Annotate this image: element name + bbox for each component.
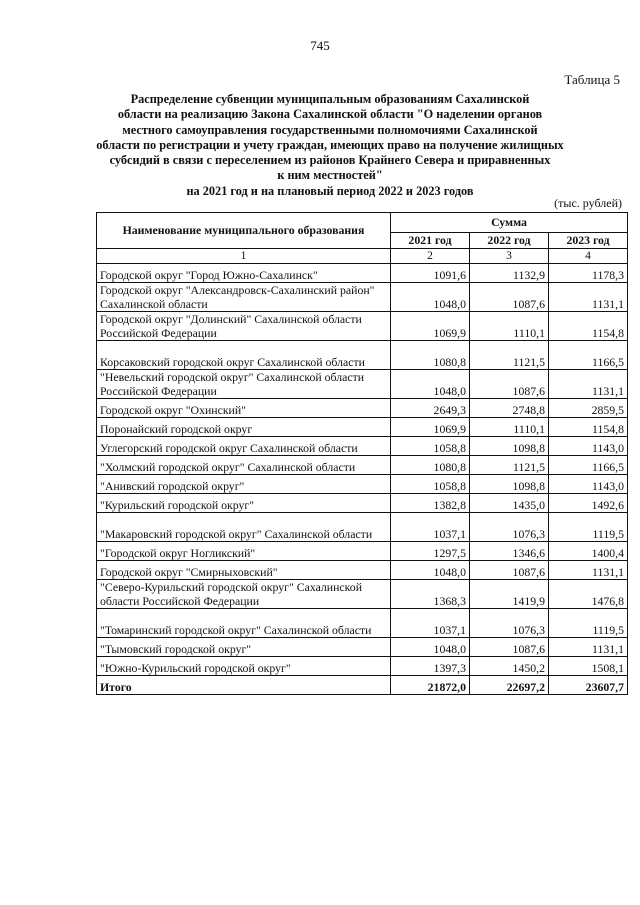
total-row bbox=[97, 676, 628, 695]
value-2021: 1037,1 bbox=[391, 513, 470, 542]
value-2021: 1397,3 bbox=[391, 657, 470, 676]
row-name: "Южно-Курильский городской округ" bbox=[97, 657, 391, 676]
index-cell: 4 bbox=[549, 249, 628, 264]
total-2022: 22697,2 bbox=[470, 676, 549, 695]
table-row bbox=[97, 609, 628, 638]
table-row bbox=[97, 494, 628, 513]
row-name: Корсаковский городской округ Сахалинской области bbox=[97, 341, 391, 370]
value-2021: 1058,8 bbox=[391, 475, 470, 494]
table-row bbox=[97, 657, 628, 676]
value-2021: 1368,3 bbox=[391, 580, 470, 609]
row-name: Городской округ "Охинский" bbox=[97, 399, 391, 418]
value-2021: 1048,0 bbox=[391, 283, 470, 312]
row-name: "Невельский городской округ" Сахалинской области Российской Федерации bbox=[97, 370, 391, 399]
value-2021: 1048,0 bbox=[391, 638, 470, 657]
table-row bbox=[97, 370, 628, 399]
value-2022: 1087,6 bbox=[470, 561, 549, 580]
row-name: "Макаровский городской округ" Сахалинской области bbox=[97, 513, 391, 542]
value-2023: 1131,1 bbox=[549, 283, 628, 312]
table-row bbox=[97, 312, 628, 341]
value-2022: 1132,9 bbox=[470, 264, 549, 283]
table-row bbox=[97, 399, 628, 418]
value-2022: 1346,6 bbox=[470, 542, 549, 561]
value-2023: 1154,8 bbox=[549, 312, 628, 341]
value-2022: 1435,0 bbox=[470, 494, 549, 513]
row-name: "Томаринский городской округ" Сахалинской области bbox=[97, 609, 391, 638]
document-title bbox=[95, 92, 565, 199]
value-2021: 1069,9 bbox=[391, 418, 470, 437]
row-name: "Северо-Курильский городской округ" Сахалинской области Российской Федерации bbox=[97, 580, 391, 609]
table-row bbox=[97, 638, 628, 657]
value-2023: 1400,4 bbox=[549, 542, 628, 561]
row-name: Городской округ "Смирныховский" bbox=[97, 561, 391, 580]
value-2021: 1058,8 bbox=[391, 437, 470, 456]
row-name: "Курильский городской округ" bbox=[97, 494, 391, 513]
value-2023: 1492,6 bbox=[549, 494, 628, 513]
table-row bbox=[97, 456, 628, 475]
value-2023: 1119,5 bbox=[549, 609, 628, 638]
value-2022: 1450,2 bbox=[470, 657, 549, 676]
title-line: к ним местностей" bbox=[277, 168, 383, 183]
title-line: Распределение субвенции муниципальным образованиям Сахалинской bbox=[130, 92, 530, 106]
value-2021: 1091,6 bbox=[391, 264, 470, 283]
row-name: Городской округ "Долинский" Сахалинской области Российской Федерации bbox=[97, 312, 391, 341]
value-2021: 1048,0 bbox=[391, 561, 470, 580]
value-2022: 1419,9 bbox=[470, 580, 549, 609]
value-2023: 1131,1 bbox=[549, 370, 628, 399]
value-2021: 1069,9 bbox=[391, 312, 470, 341]
title-line: области по регистрации и учету граждан, имеющих право на получение жилищных bbox=[96, 137, 564, 152]
header-year-2022: 2022 год bbox=[470, 233, 549, 249]
index-cell: 3 bbox=[470, 249, 549, 264]
value-2022: 1121,5 bbox=[470, 341, 549, 370]
total-label: Итого bbox=[97, 676, 391, 695]
value-2022: 1121,5 bbox=[470, 456, 549, 475]
title-line: местного самоуправления государственными полномочиями Сахалинской bbox=[122, 122, 538, 137]
value-2022: 1087,6 bbox=[470, 283, 549, 312]
value-2021: 2649,3 bbox=[391, 399, 470, 418]
value-2021: 1037,1 bbox=[391, 609, 470, 638]
value-2021: 1080,8 bbox=[391, 456, 470, 475]
value-2021: 1382,8 bbox=[391, 494, 470, 513]
table-row bbox=[97, 580, 628, 609]
subvention-table bbox=[96, 212, 628, 695]
header-sum: Сумма bbox=[391, 213, 628, 233]
page-number: 745 bbox=[310, 38, 330, 53]
table-row bbox=[97, 513, 628, 542]
table-row bbox=[97, 542, 628, 561]
index-cell: 2 bbox=[391, 249, 470, 264]
value-2022: 1076,3 bbox=[470, 513, 549, 542]
value-2023: 1166,5 bbox=[549, 341, 628, 370]
value-2023: 1476,8 bbox=[549, 580, 628, 609]
value-2022: 1087,6 bbox=[470, 638, 549, 657]
value-2023: 1178,3 bbox=[549, 264, 628, 283]
value-2022: 1098,8 bbox=[470, 437, 549, 456]
row-name: Городской округ "Александровск-Сахалинский район" Сахалинской области bbox=[97, 283, 391, 312]
table-row bbox=[97, 341, 628, 370]
title-line: субсидий в связи с переселением из районов Крайнего Севера и приравненных bbox=[109, 153, 551, 168]
index-row bbox=[97, 249, 628, 264]
header-year-2021: 2021 год bbox=[391, 233, 470, 249]
total-2021: 21872,0 bbox=[391, 676, 470, 695]
value-2021: 1048,0 bbox=[391, 370, 470, 399]
value-2023: 1131,1 bbox=[549, 638, 628, 657]
value-2023: 1508,1 bbox=[549, 657, 628, 676]
row-name: "Анивский городской округ" bbox=[97, 475, 391, 494]
table-label: Таблица 5 bbox=[564, 72, 620, 87]
value-2021: 1297,5 bbox=[391, 542, 470, 561]
value-2022: 1076,3 bbox=[470, 609, 549, 638]
table-row bbox=[97, 475, 628, 494]
header-name: Наименование муниципального образования bbox=[97, 213, 391, 249]
value-2021: 1080,8 bbox=[391, 341, 470, 370]
value-2023: 1143,0 bbox=[549, 437, 628, 456]
row-name: Поронайский городской округ bbox=[97, 418, 391, 437]
total-2023: 23607,7 bbox=[549, 676, 628, 695]
row-name: "Холмский городской округ" Сахалинской области bbox=[97, 456, 391, 475]
value-2022: 1110,1 bbox=[470, 418, 549, 437]
value-2022: 2748,8 bbox=[470, 399, 549, 418]
index-cell: 1 bbox=[97, 249, 391, 264]
value-2023: 1131,1 bbox=[549, 561, 628, 580]
value-2023: 1166,5 bbox=[549, 456, 628, 475]
table-row bbox=[97, 561, 628, 580]
row-name: "Городской округ Ногликский" bbox=[97, 542, 391, 561]
units-label: (тыс. рублей) bbox=[554, 196, 622, 210]
value-2023: 1119,5 bbox=[549, 513, 628, 542]
value-2023: 1154,8 bbox=[549, 418, 628, 437]
row-name: Городской округ "Город Южно-Сахалинск" bbox=[97, 264, 391, 283]
row-name: Углегорский городской округ Сахалинской области bbox=[97, 437, 391, 456]
value-2022: 1110,1 bbox=[470, 312, 549, 341]
header-year-2023: 2023 год bbox=[549, 233, 628, 249]
table-row bbox=[97, 418, 628, 437]
title-line: области на реализацию Закона Сахалинской области "О наделении органов bbox=[117, 107, 543, 122]
table-row bbox=[97, 283, 628, 312]
row-name: "Тымовский городской округ" bbox=[97, 638, 391, 657]
value-2022: 1098,8 bbox=[470, 475, 549, 494]
value-2022: 1087,6 bbox=[470, 370, 549, 399]
table-row bbox=[97, 264, 628, 283]
value-2023: 1143,0 bbox=[549, 475, 628, 494]
value-2023: 2859,5 bbox=[549, 399, 628, 418]
title-line: на 2021 год и на плановый период 2022 и 2023 годов bbox=[186, 183, 474, 198]
table-row bbox=[97, 437, 628, 456]
